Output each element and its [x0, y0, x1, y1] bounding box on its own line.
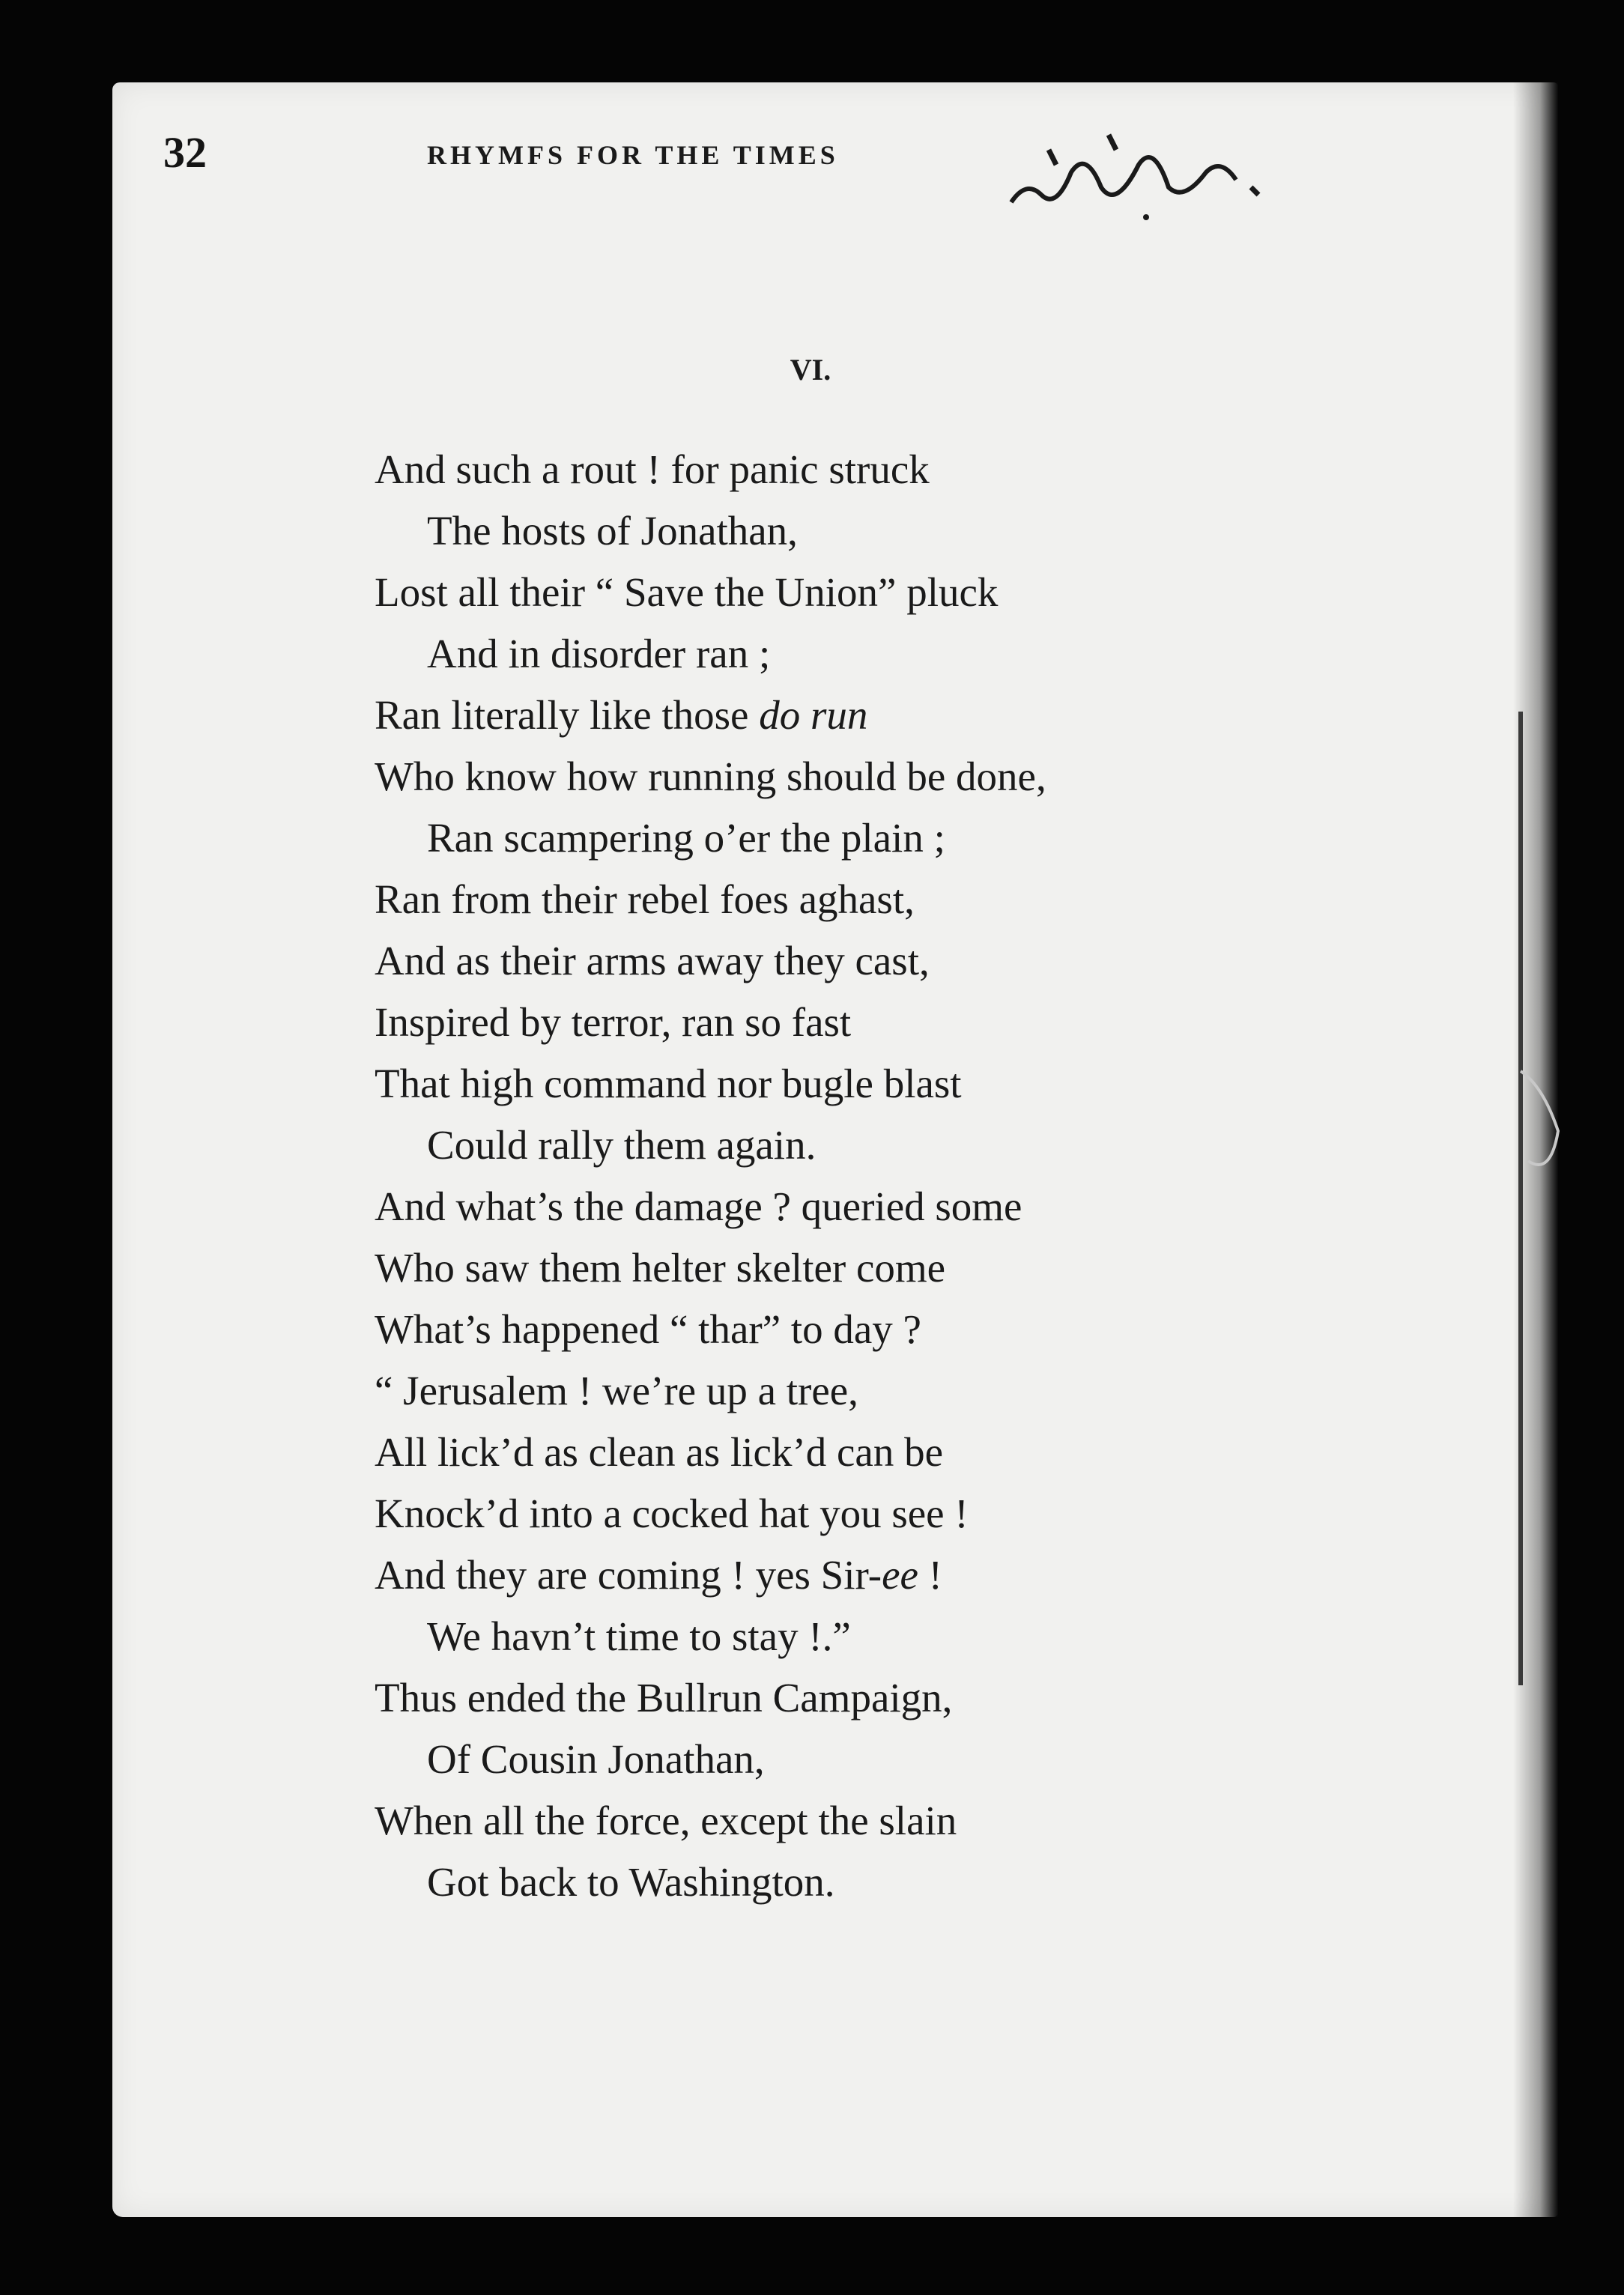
poem-line [375, 1053, 1423, 1115]
poem-line [375, 746, 1423, 807]
poem-line-text: And such a rout ! for panic struck [375, 446, 930, 492]
poem-line-text: We havn’t time to stay !.” [427, 1613, 851, 1659]
poem-line [375, 1483, 1423, 1544]
poem-line [375, 869, 1423, 930]
poem-line-text: Inspired by terror, ran so fast [375, 999, 852, 1045]
poem-line-text: And they are coming ! yes Sir- [375, 1552, 882, 1598]
poem-line-emphasis: do run [759, 692, 868, 738]
poem-line-text: Who know how running should be done, [375, 754, 1046, 799]
poem-line [375, 1422, 1423, 1483]
poem-line [375, 685, 1423, 746]
poem-line-text: And as their arms away they cast, [375, 938, 930, 983]
poem-line [375, 1237, 1423, 1299]
poem [375, 439, 1423, 1913]
poem-line [375, 623, 1423, 685]
poem-line-text: And in disorder ran ; [427, 631, 771, 676]
poem-line [375, 1852, 1423, 1913]
poem-line [375, 1790, 1423, 1852]
binding-thread [1498, 712, 1566, 1685]
poem-line [375, 1667, 1423, 1729]
poem-line-text: All lick’d as clean as lick’d can be [375, 1429, 943, 1475]
section-numeral: VI. [790, 353, 831, 386]
poem-line-text: Could rally them again. [427, 1122, 816, 1168]
poem-line [375, 1606, 1423, 1667]
poem-line [375, 562, 1423, 623]
poem-line [375, 992, 1423, 1053]
poem-line-text: Ran scampering o’er the plain ; [427, 815, 945, 861]
poem-line-text: What’s happened “ thar” to day ? [375, 1306, 921, 1352]
poem-line-text: Of Cousin Jonathan, [427, 1736, 765, 1782]
poem-line-emphasis: ee [882, 1552, 918, 1598]
poem-line-text: Knock’d into a cocked hat you see ! [375, 1491, 969, 1536]
poem-line [375, 1360, 1423, 1422]
poem-line-text: Lost all their “ Save the Union” pluck [375, 569, 999, 615]
poem-line [375, 439, 1423, 500]
poem-line-text: Who saw them helter skelter come [375, 1245, 946, 1291]
poem-line [375, 1176, 1423, 1237]
page-number: 32 [163, 128, 207, 177]
running-head: RHYMFS FOR THE TIMES [427, 140, 839, 170]
poem-line-text: Got back to Washington. [427, 1859, 835, 1905]
poem-line [375, 807, 1423, 869]
poem-line [375, 1729, 1423, 1790]
poem-line-text: And what’s the damage ? queried some [375, 1183, 1022, 1229]
poem-line-text: Ran literally like those [375, 692, 760, 738]
poem-line-text: “ Jerusalem ! we’re up a tree, [375, 1368, 858, 1413]
poem-line [375, 1544, 1423, 1606]
poem-line-text: The hosts of Jonathan, [427, 508, 798, 554]
poem-line-text: When all the force, except the slain [375, 1798, 957, 1843]
handwritten-scribble [996, 120, 1273, 225]
poem-line-tail: ! [918, 1552, 942, 1598]
poem-line [375, 1299, 1423, 1360]
poem-line [375, 1115, 1423, 1176]
poem-line-text: Thus ended the Bullrun Campaign, [375, 1675, 953, 1721]
poem-line [375, 930, 1423, 992]
poem-line-text: That high command nor bugle blast [375, 1061, 962, 1106]
poem-line-text: Ran from their rebel foes aghast, [375, 876, 915, 922]
poem-line [375, 500, 1423, 562]
